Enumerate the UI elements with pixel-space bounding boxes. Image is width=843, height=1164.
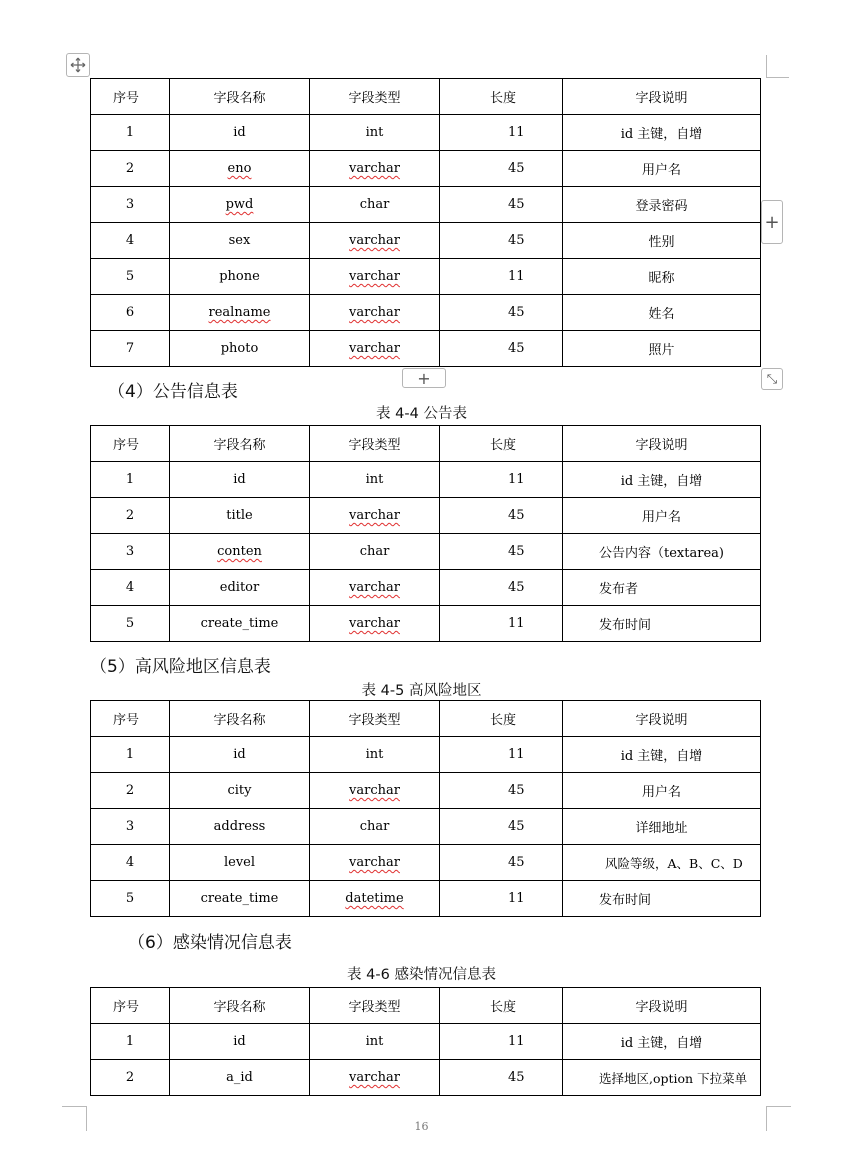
table-row: [91, 259, 761, 295]
cell-type[interactable]: [310, 1060, 440, 1096]
cell-name[interactable]: city: [170, 773, 310, 809]
table-row: [91, 151, 761, 187]
cell-name[interactable]: id: [170, 737, 310, 773]
risk-area-table: [90, 700, 761, 917]
table-row: [91, 1024, 761, 1060]
cell-desc[interactable]: 发布时间: [563, 606, 761, 642]
cell-no[interactable]: 5: [91, 259, 170, 295]
cell-name[interactable]: [170, 151, 310, 187]
add-column-button[interactable]: +: [761, 200, 783, 244]
move-icon: [70, 57, 86, 73]
cell-name[interactable]: address: [170, 809, 310, 845]
cell-type-text: varchar: [349, 269, 400, 284]
cell-type-text: varchar: [349, 305, 400, 320]
cell-name[interactable]: [170, 187, 310, 223]
cell-type-text: varchar: [349, 233, 400, 248]
cell-type[interactable]: [310, 223, 440, 259]
cell-desc[interactable]: 用户名: [563, 151, 761, 187]
header-cell: 字段名称: [170, 426, 310, 462]
cell-desc[interactable]: id 主键，自增: [563, 462, 761, 498]
cell-type[interactable]: int: [310, 737, 440, 773]
cell-len[interactable]: 45: [440, 151, 563, 187]
table-row: [91, 534, 761, 570]
cell-type[interactable]: [310, 331, 440, 367]
cell-no[interactable]: 1: [91, 115, 170, 151]
cell-no[interactable]: 2: [91, 773, 170, 809]
table-row: [91, 809, 761, 845]
cell-type-text: varchar: [349, 341, 400, 356]
header-cell: 字段说明: [563, 701, 761, 737]
cell-no[interactable]: 3: [91, 534, 170, 570]
header-cell: 序号: [91, 701, 170, 737]
cell-type[interactable]: int: [310, 115, 440, 151]
cell-len[interactable]: 45: [440, 773, 563, 809]
table-row: [91, 881, 761, 917]
table-row: [91, 498, 761, 534]
cell-desc[interactable]: id 主键，自增: [563, 737, 761, 773]
table-row: [91, 295, 761, 331]
cell-type[interactable]: char: [310, 187, 440, 223]
cell-no[interactable]: 3: [91, 809, 170, 845]
section-heading-4: （4）公告信息表: [108, 382, 238, 402]
cell-no[interactable]: 7: [91, 331, 170, 367]
table-row: [91, 331, 761, 367]
cell-type[interactable]: [310, 151, 440, 187]
user-table: [90, 78, 761, 367]
cell-no[interactable]: 1: [91, 1024, 170, 1060]
cell-name[interactable]: [170, 295, 310, 331]
table-row: [91, 223, 761, 259]
cell-desc[interactable]: id 主键，自增: [563, 1024, 761, 1060]
header-cell: 长度: [440, 701, 563, 737]
header-cell: 字段名称: [170, 701, 310, 737]
cell-name[interactable]: create_time: [170, 606, 310, 642]
infection-table: [90, 987, 761, 1096]
header-cell: 字段说明: [563, 426, 761, 462]
table-move-handle[interactable]: [66, 53, 90, 77]
cell-len[interactable]: 11: [440, 115, 563, 151]
header-cell: 长度: [440, 79, 563, 115]
cell-len[interactable]: 45: [440, 845, 563, 881]
table-header-row: [91, 426, 761, 462]
cell-len[interactable]: 45: [440, 223, 563, 259]
cell-name[interactable]: a_id: [170, 1060, 310, 1096]
table-header-row: [91, 988, 761, 1024]
cell-len[interactable]: 11: [440, 462, 563, 498]
cell-name[interactable]: create_time: [170, 881, 310, 917]
cell-type[interactable]: [310, 606, 440, 642]
cell-desc[interactable]: 用户名: [563, 773, 761, 809]
table-row: [91, 773, 761, 809]
cell-name[interactable]: id: [170, 1024, 310, 1060]
cell-type-text: varchar: [349, 1070, 400, 1085]
cell-name[interactable]: id: [170, 462, 310, 498]
cell-no[interactable]: 2: [91, 1060, 170, 1096]
cell-desc[interactable]: 姓名: [563, 295, 761, 331]
cell-len[interactable]: 11: [440, 737, 563, 773]
cell-name[interactable]: id: [170, 115, 310, 151]
cell-type[interactable]: [310, 881, 440, 917]
header-cell: 字段类型: [310, 988, 440, 1024]
header-cell: 字段说明: [563, 79, 761, 115]
cell-len[interactable]: 45: [440, 1060, 563, 1096]
notice-table: [90, 425, 761, 642]
table-caption-4: 表 4-4 公告表: [376, 406, 467, 422]
cell-type[interactable]: [310, 498, 440, 534]
cell-type[interactable]: [310, 570, 440, 606]
table-resize-handle[interactable]: [761, 368, 783, 390]
header-cell: 序号: [91, 988, 170, 1024]
cell-desc[interactable]: id 主键，自增: [563, 115, 761, 151]
cell-desc[interactable]: 登录密码: [563, 187, 761, 223]
table-row: [91, 606, 761, 642]
page-number: 16: [414, 1120, 429, 1133]
table-row: [91, 737, 761, 773]
section-heading-6: （6）感染情况信息表: [128, 933, 292, 953]
cell-name[interactable]: level: [170, 845, 310, 881]
cell-name[interactable]: phone: [170, 259, 310, 295]
cell-len[interactable]: 45: [440, 498, 563, 534]
cell-desc[interactable]: 选择地区,option 下拉菜单: [563, 1060, 761, 1096]
cell-type-text: datetime: [345, 891, 404, 906]
cell-no[interactable]: 1: [91, 462, 170, 498]
cell-len[interactable]: 45: [440, 331, 563, 367]
cell-type[interactable]: int: [310, 462, 440, 498]
cell-name-text: pwd: [225, 197, 254, 212]
cell-len[interactable]: 11: [440, 1024, 563, 1060]
cell-type[interactable]: [310, 773, 440, 809]
cell-name[interactable]: title: [170, 498, 310, 534]
cell-type-text: varchar: [349, 508, 400, 523]
cell-type-text: varchar: [349, 616, 400, 631]
cell-name-text: realname: [208, 305, 271, 320]
cell-type-text: varchar: [349, 161, 400, 176]
header-cell: 字段名称: [170, 79, 310, 115]
table-row: [91, 115, 761, 151]
cell-no[interactable]: 2: [91, 498, 170, 534]
cell-desc[interactable]: 公告内容（textarea): [563, 534, 761, 570]
add-row-button[interactable]: +: [402, 368, 446, 388]
cell-len[interactable]: 11: [440, 606, 563, 642]
cell-type[interactable]: char: [310, 534, 440, 570]
cell-desc[interactable]: 照片: [563, 331, 761, 367]
cell-desc[interactable]: 发布时间: [563, 881, 761, 917]
crop-mark-top-right: [766, 55, 789, 78]
resize-icon: ⤡: [766, 371, 778, 387]
cell-no[interactable]: 4: [91, 845, 170, 881]
cell-len[interactable]: 45: [440, 187, 563, 223]
cell-desc[interactable]: 发布者: [563, 570, 761, 606]
cell-desc[interactable]: 详细地址: [563, 809, 761, 845]
header-cell: 字段类型: [310, 701, 440, 737]
table-header-row: [91, 701, 761, 737]
cell-len[interactable]: 45: [440, 570, 563, 606]
header-cell: 序号: [91, 426, 170, 462]
header-cell: 长度: [440, 426, 563, 462]
cell-no[interactable]: 2: [91, 151, 170, 187]
cell-no[interactable]: 4: [91, 570, 170, 606]
cell-len[interactable]: 45: [440, 534, 563, 570]
header-cell: 字段类型: [310, 426, 440, 462]
table-row: [91, 1060, 761, 1096]
cell-name-text: conten: [217, 544, 262, 559]
table-row: [91, 570, 761, 606]
cell-len[interactable]: 11: [440, 881, 563, 917]
cell-no[interactable]: 5: [91, 606, 170, 642]
cell-name[interactable]: [170, 534, 310, 570]
cell-name[interactable]: editor: [170, 570, 310, 606]
cell-type[interactable]: int: [310, 1024, 440, 1060]
table-row: [91, 187, 761, 223]
table-caption-5: 表 4-5 高风险地区: [361, 683, 482, 699]
cell-desc[interactable]: 性别: [563, 223, 761, 259]
table-row: [91, 462, 761, 498]
cell-len[interactable]: 45: [440, 809, 563, 845]
cell-type[interactable]: [310, 295, 440, 331]
cell-desc[interactable]: 用户名: [563, 498, 761, 534]
header-cell: 字段类型: [310, 79, 440, 115]
cell-type[interactable]: [310, 259, 440, 295]
cell-name[interactable]: photo: [170, 331, 310, 367]
cell-type-text: varchar: [349, 783, 400, 798]
cell-no[interactable]: 6: [91, 295, 170, 331]
cell-no[interactable]: 1: [91, 737, 170, 773]
cell-desc[interactable]: 风险等级，A、B、C、D: [563, 845, 761, 881]
cell-name[interactable]: sex: [170, 223, 310, 259]
cell-desc[interactable]: 昵称: [563, 259, 761, 295]
cell-type-text: varchar: [349, 855, 400, 870]
section-heading-5: （5）高风险地区信息表: [90, 657, 271, 677]
header-cell: 序号: [91, 79, 170, 115]
header-cell: 字段说明: [563, 988, 761, 1024]
table-header-row: [91, 79, 761, 115]
cell-len[interactable]: 45: [440, 295, 563, 331]
header-cell: 字段名称: [170, 988, 310, 1024]
cell-no[interactable]: 5: [91, 881, 170, 917]
header-cell: 长度: [440, 988, 563, 1024]
cell-len[interactable]: 11: [440, 259, 563, 295]
cell-type[interactable]: char: [310, 809, 440, 845]
cell-type-text: varchar: [349, 580, 400, 595]
cell-no[interactable]: 3: [91, 187, 170, 223]
cell-type[interactable]: [310, 845, 440, 881]
table-row: [91, 845, 761, 881]
cell-name-text: eno: [227, 161, 252, 176]
table-caption-6: 表 4-6 感染情况信息表: [347, 967, 496, 983]
cell-no[interactable]: 4: [91, 223, 170, 259]
